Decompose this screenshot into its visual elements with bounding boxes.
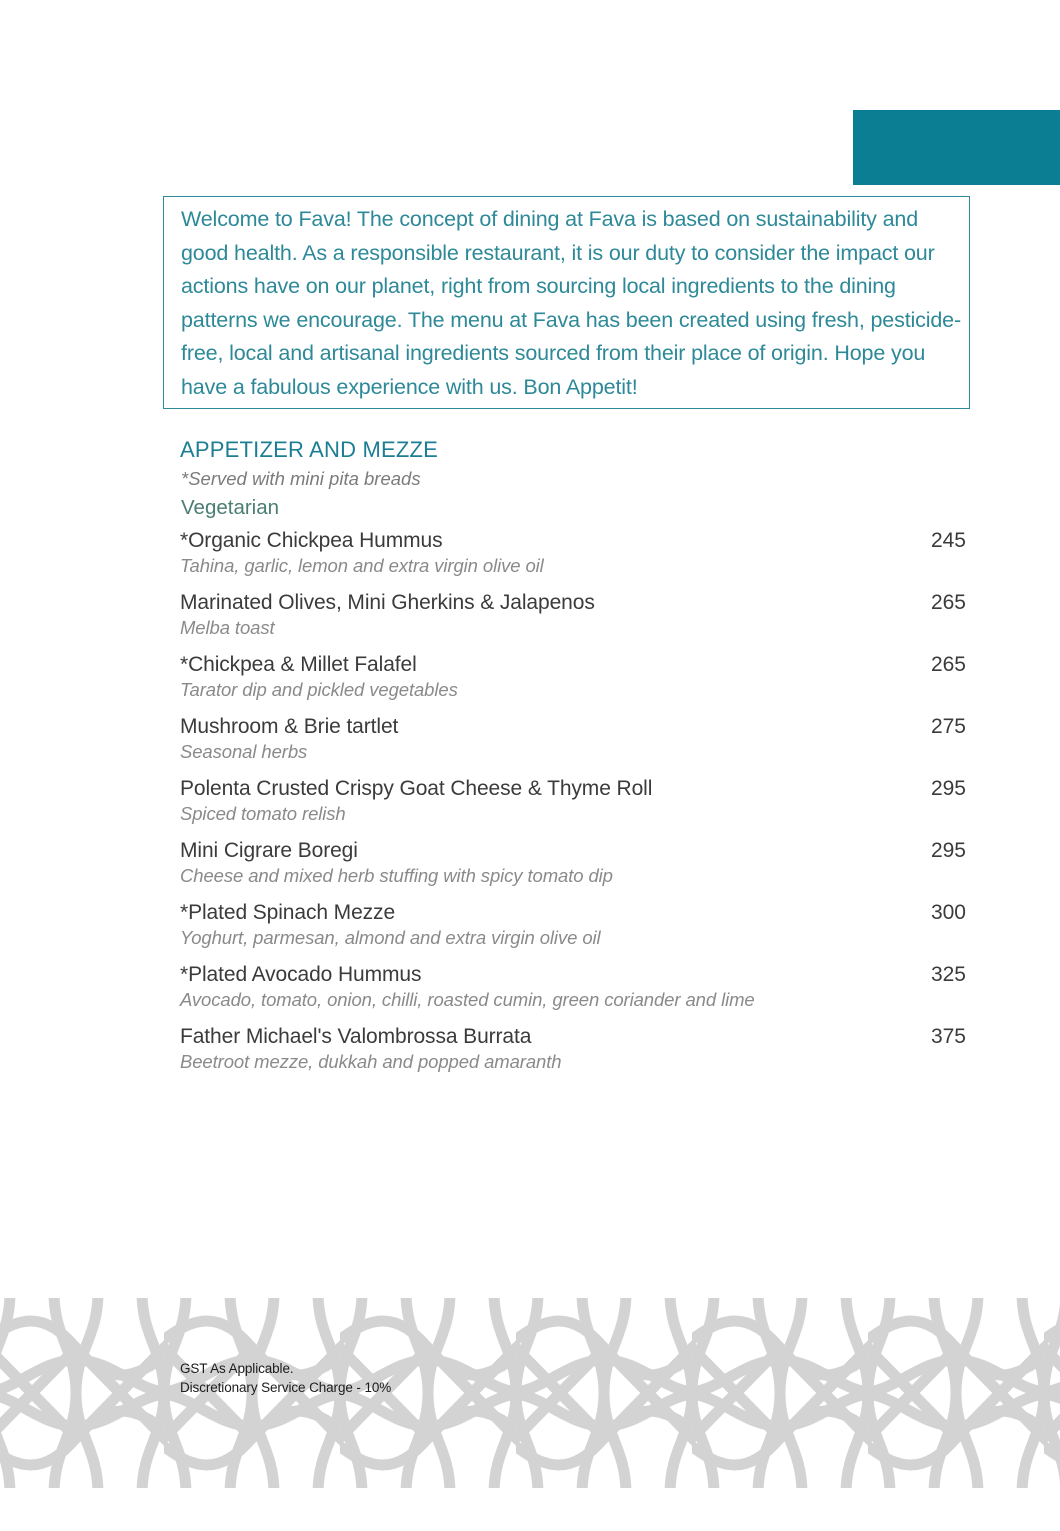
menu-item-row <box>180 837 966 864</box>
menu-item-name: Polenta Crusted Crispy Goat Cheese & Thyme Roll <box>180 777 653 800</box>
menu-item-description: Seasonal herbs <box>180 741 308 762</box>
menu-item-description: Cheese and mixed herb stuffing with spicy tomato dip <box>180 865 613 886</box>
teal-accent-block <box>853 110 1060 185</box>
menu-item-price: 325 <box>930 963 966 986</box>
menu-item-row <box>180 651 966 678</box>
service-charge-note: Discretionary Service Charge - 10% <box>180 1380 392 1395</box>
gst-note: GST As Applicable. <box>180 1361 294 1376</box>
menu-item <box>180 589 966 640</box>
menu-item-description: Beetroot mezze, dukkah and popped amaranth <box>180 1051 562 1072</box>
section-title: APPETIZER AND MEZZE <box>180 437 439 462</box>
decorative-lattice-pattern <box>0 1298 1060 1488</box>
menu-items-list <box>180 527 966 1074</box>
menu-item-row <box>180 713 966 740</box>
menu-item-row <box>180 775 966 802</box>
menu-item <box>180 651 966 702</box>
menu-item-price: 375 <box>930 1025 966 1048</box>
menu-item-description: Spiced tomato relish <box>180 803 346 824</box>
menu-item-price: 265 <box>930 591 966 614</box>
menu-item <box>180 1023 966 1074</box>
menu-item-description: Tarator dip and pickled vegetables <box>180 679 458 700</box>
menu-item-price: 295 <box>930 777 966 800</box>
section-note: *Served with mini pita breads <box>181 468 421 489</box>
menu-item-row <box>180 899 966 926</box>
menu-item-row <box>180 1023 966 1050</box>
welcome-message-box <box>163 196 970 409</box>
menu-item-description: Yoghurt, parmesan, almond and extra virgin olive oil <box>180 927 601 948</box>
menu-item-row <box>180 527 966 554</box>
menu-item-name: *Plated Spinach Mezze <box>180 901 396 924</box>
menu-item <box>180 899 966 950</box>
menu-item-description: Avocado, tomato, onion, chilli, roasted cumin, green coriander and lime <box>180 989 755 1010</box>
menu-item-name: *Organic Chickpea Hummus <box>180 529 443 552</box>
footer-charges-note <box>180 1359 391 1397</box>
menu-item-price: 245 <box>930 529 966 552</box>
menu-item-price: 275 <box>930 715 966 738</box>
menu-item-description: Tahina, garlic, lemon and extra virgin olive oil <box>180 555 544 576</box>
menu-item-row <box>180 961 966 988</box>
menu-item-name: Marinated Olives, Mini Gherkins & Jalapenos <box>180 591 595 614</box>
menu-item-price: 300 <box>930 901 966 924</box>
menu-item <box>180 837 966 888</box>
menu-item-price: 265 <box>930 653 966 676</box>
diet-category-label: Vegetarian <box>181 496 280 519</box>
menu-content <box>180 436 966 1085</box>
menu-item-name: Mini Cigrare Boregi <box>180 839 358 862</box>
menu-item <box>180 775 966 826</box>
welcome-message-text: Welcome to Fava! The concept of dining at Fava is based on sustainability and good health. As a responsible restaurant, it is our duty to consider the impact our actions have on our planet, right from sourcing local ingredients to the dining patterns we encourage. The menu at Fava has been created using fresh, pesticide-free, local and artisanal ingredients sourced from their place of origin. Hope you have a fabulous experience with us. Bon Appetit! <box>181 207 961 399</box>
menu-item-price: 295 <box>930 839 966 862</box>
menu-item-name: *Chickpea & Millet Falafel <box>180 653 417 676</box>
menu-item-name: Mushroom & Brie tartlet <box>180 715 399 738</box>
menu-item-description: Melba toast <box>180 617 275 638</box>
menu-item-row <box>180 589 966 616</box>
menu-item-name: *Plated Avocado Hummus <box>180 963 422 986</box>
menu-item <box>180 713 966 764</box>
menu-item-name: Father Michael's Valombrossa Burrata <box>180 1025 532 1048</box>
menu-item <box>180 961 966 1012</box>
menu-item <box>180 527 966 578</box>
